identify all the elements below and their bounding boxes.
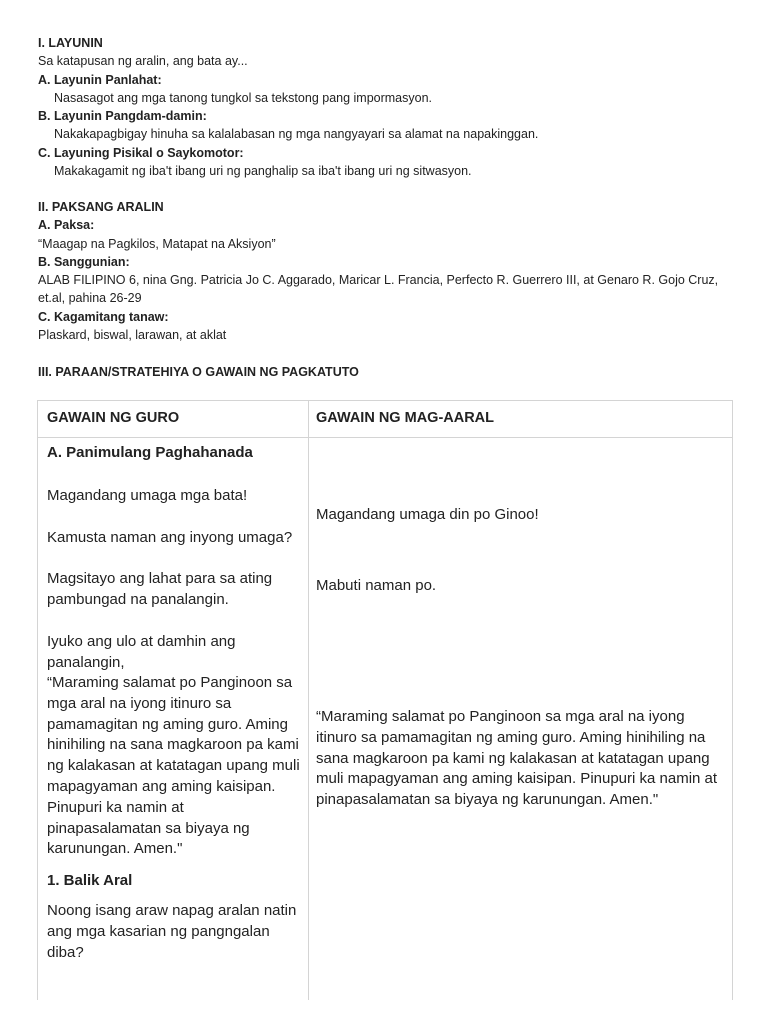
guro-prayer-intro: Iyuko ang ulo at damhin ang panalangin, (47, 633, 236, 671)
layunin-a-text: Nasasagot ang mga tanong tungkol sa tekstong pang impormasyon. (54, 90, 433, 105)
layunin-a-label: A. Layunin Panlahat: (38, 72, 162, 87)
sanggunian-label: B. Sanggunian: (38, 254, 130, 269)
guro-greeting: Magandang umaga mga bata! (47, 487, 248, 504)
guro-tayo: Magsitayo ang lahat para sa ating pambungad na panalangin. (47, 570, 273, 608)
paksa-text: “Maagap na Pagkilos, Matapat na Aksiyon” (38, 236, 276, 251)
layunin-c-text: Makakagamit ng iba't ibang uri ng panghalip sa iba't ibang uri ng sitwasyon. (54, 164, 472, 179)
guro-prayer: “Maraming salamat po Panginoon sa mga aral na iyong itinuro sa pamamagitan ng aming guro. Aming hinihiling na sana magkaroon pa kami ng kalakasan at katatagan upang muli mapagyaman ang aming kaisipan. Pinupuri ka namin at pinapasalamatan sa biyaya ng karunungan. Amen." (47, 674, 300, 858)
sanggunian-text: ALAB FILIPINO 6, nina Gng. Patricia Jo C. Aggarado, Maricar L. Francia, Perfecto R. Guerrero III, at Genaro R. Gojo Cruz, et.al, pahina 26-29 (38, 273, 719, 306)
kagamitan-label: C. Kagamitang tanaw: (38, 309, 169, 324)
paraan-heading: III. PARAAN/STRATEHIYA O GAWAIN NG PAGKATUTO (38, 365, 359, 379)
paksang-aralin-section (38, 198, 738, 344)
paksa-label: A. Paksa: (38, 218, 95, 233)
kagamitan-text: Plaskard, biswal, larawan, at aklat (38, 328, 227, 343)
mag-aaral-mabuti: Mabuti naman po. (316, 577, 437, 594)
mag-aaral-prayer: “Maraming salamat po Panginoon sa mga aral na iyong itinuro sa pamamagitan ng aming guro. Aming hinihiling na sana magkaroon pa kami ng kalakasan at katatagan upang muli mapagyaman ang aming kaisipan. Pinupuri ka namin at pinapasalamatan sa biyaya ng karunungan. Amen." (316, 708, 718, 809)
guro-section-a: A. Panimulang Paghahanada (47, 444, 253, 461)
layunin-c-label: C. Layuning Pisikal o Saykomotor: (38, 145, 244, 160)
paksang-aralin-heading: II. PAKSANG ARALIN (38, 200, 164, 214)
col-header-mag-aaral: GAWAIN NG MAG-AARAL (316, 410, 495, 426)
layunin-intro: Sa katapusan ng aralin, ang bata ay... (38, 54, 248, 69)
layunin-b-text: Nakakapagbigay hinuha sa kalalabasan ng mga nangyayari sa alamat na napakinggan. (54, 127, 539, 142)
layunin-b-label: B. Layunin Pangdam-damin: (38, 109, 207, 124)
guro-kamusta: Kamusta naman ang inyong umaga? (47, 529, 293, 546)
guro-balik-aral: Noong isang araw napag aralan natin ang mga kasarian ng pangngalan diba? (47, 902, 297, 961)
guro-section-1: 1. Balik Aral (47, 872, 133, 889)
mag-aaral-greeting: Magandang umaga din po Ginoo! (316, 506, 539, 523)
layunin-heading: I. LAYUNIN (38, 36, 103, 50)
activities-table (37, 400, 733, 1000)
layunin-section (38, 34, 738, 180)
column-divider (308, 401, 309, 1000)
col-header-guro: GAWAIN NG GURO (47, 410, 180, 426)
